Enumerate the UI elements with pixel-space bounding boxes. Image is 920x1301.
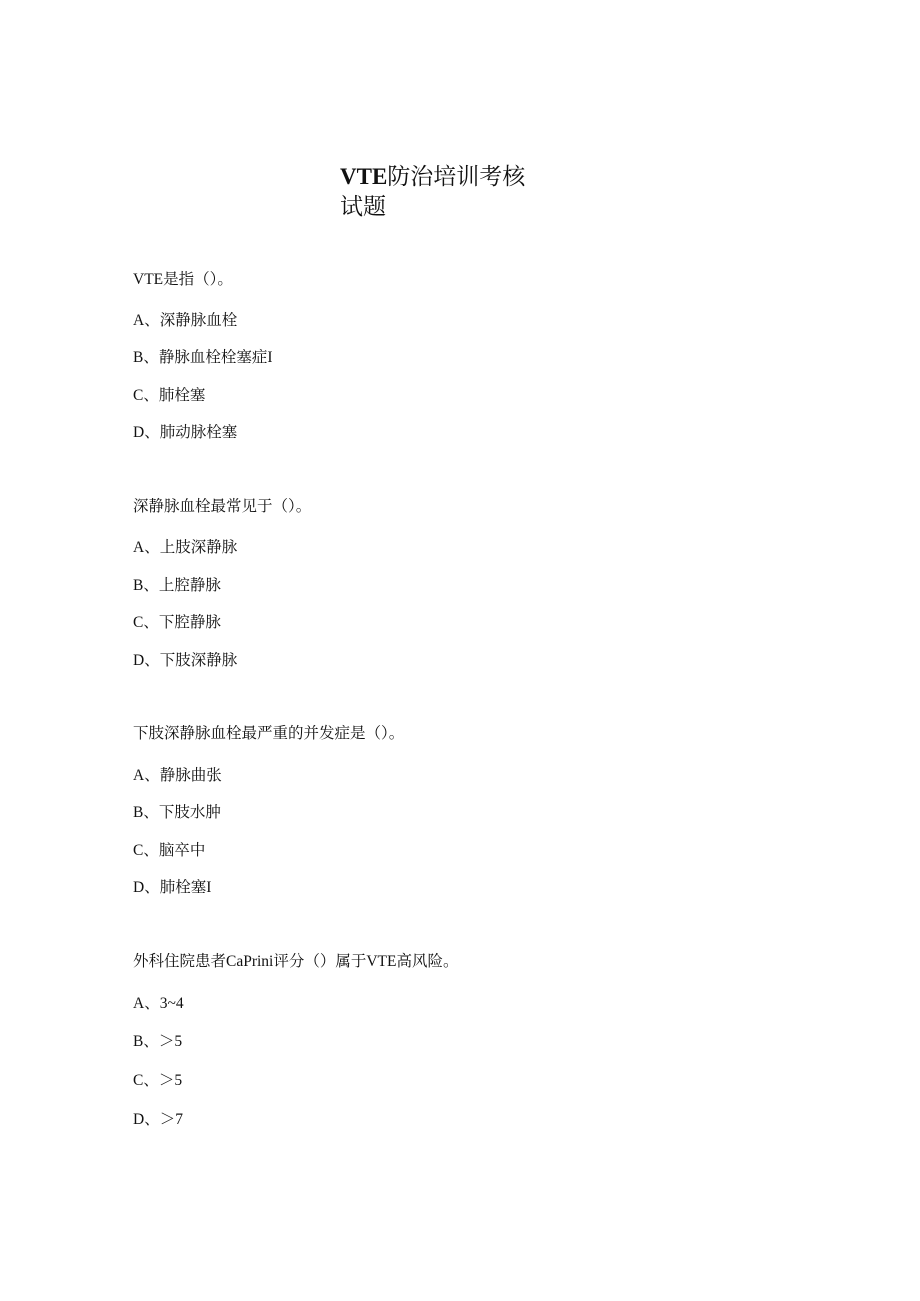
question-3-option-a: A、静脉曲张 [133, 767, 222, 784]
question-3-option-b: B、下肢水肿 [133, 804, 221, 821]
title-vte: VTE [340, 164, 388, 189]
title-text: 防治培训考核 [387, 164, 526, 189]
document-title [340, 162, 560, 222]
question-4-option-c: C、＞5 [133, 1072, 183, 1089]
question-2-option-d: D、下肢深静脉 [133, 652, 238, 669]
question-1-option-c: C、肺栓塞 [133, 387, 206, 404]
question-2-option-b: B、上腔静脉 [133, 577, 221, 594]
question-2-option-c: C、下腔静脉 [133, 614, 221, 631]
question-4-option-d: D、＞7 [133, 1111, 183, 1128]
question-4-option-b: B、＞5 [133, 1033, 183, 1050]
question-3-stem: 下肢深静脉血栓最严重的并发症是（）。 [133, 725, 405, 742]
question-2-stem: 深静脉血栓最常见于（）。 [133, 498, 312, 515]
question-1-option-d: D、肺动脉栓塞 [133, 424, 238, 441]
title-line-2: 试题 [340, 194, 386, 219]
title-line-1 [340, 162, 560, 192]
question-3-option-c: C、脑卒中 [133, 842, 206, 859]
question-1-stem: VTE是指（）。 [133, 271, 233, 288]
question-2-option-a: A、上肢深静脉 [133, 539, 238, 556]
question-1-option-a: A、深静脉血栓 [133, 312, 238, 329]
question-4-stem: 外科住院患者CaPrini评分（）属于VTE高风险。 [133, 953, 459, 970]
question-1-option-b: B、静脉血栓栓塞症I [133, 349, 273, 366]
question-4-option-a: A、3~4 [133, 995, 184, 1012]
question-3-option-d: D、肺栓塞I [133, 879, 212, 896]
